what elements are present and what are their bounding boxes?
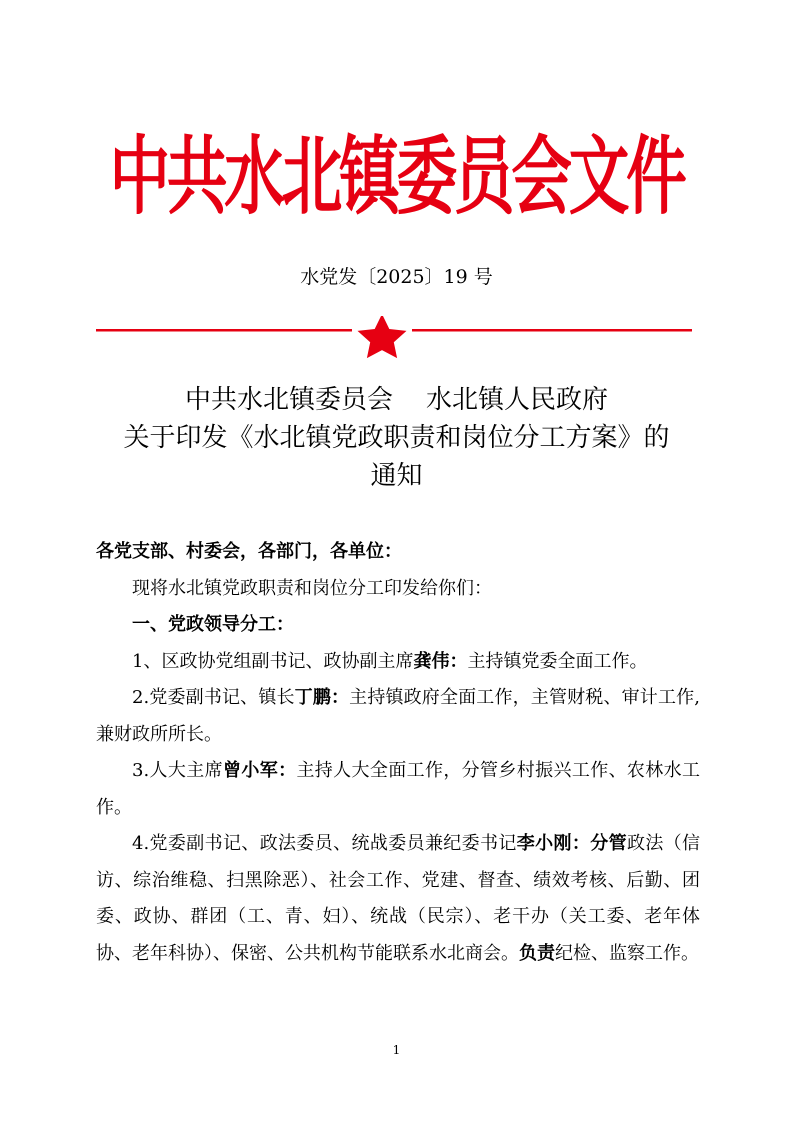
document-body (96, 534, 700, 972)
duty-item-position: 3.人大主席 (132, 760, 223, 781)
duty-item (96, 644, 700, 681)
divider-line-right (412, 329, 692, 332)
salutation: 各党支部、村委会，各部门，各单位： (96, 541, 402, 562)
notice-title-line-3: 通知 (370, 461, 423, 491)
duty-item-duty-tail: 纪检、监察工作。 (555, 942, 699, 964)
duty-item-keyword-2: 负责 (519, 942, 555, 964)
document-number: 水党发〔2025〕19 号 (300, 266, 493, 288)
duty-item-person: 龚伟： (413, 650, 468, 672)
duty-item-person: 丁鹏： (294, 687, 350, 708)
page-number: 1 (392, 1043, 401, 1057)
duty-item (96, 753, 700, 826)
section-heading: 一、党政领导分工： (132, 614, 294, 635)
notice-title-line-2: 关于印发《水北镇党政职责和岗位分工方案》的 (123, 423, 670, 453)
duty-item-duty: 主持镇政府全面工作，主管财税、审计工作,兼财政所所长。 (96, 687, 700, 745)
duty-item-person: 曾小军： (222, 760, 297, 781)
duty-item-position: 4.党委副书记、政法委员、统战委员兼纪委书记 (132, 833, 517, 854)
duty-item-duty: 主持人大全面工作，分管乡村振兴工作、农林水工作。 (96, 760, 701, 818)
duty-item-duty: 主持镇党委全面工作。 (467, 650, 648, 672)
star-icon (358, 316, 407, 358)
duty-item-duty: 政法（信访、综治维稳、扫黑除恶）、社会工作、党建、督查、绩效考核、后勤、团委、政协、群团（工、青、妇）、统战（民宗）、老干办（关工委、老年体协、老年科协）、保密、公共机构节能联系水北商会。 (96, 833, 701, 964)
document-header-title: 中共水北镇委员会文件 (109, 127, 684, 227)
duty-item-position: 2.党委副书记、镇长 (132, 687, 295, 708)
duty-item-person: 李小刚： (516, 833, 591, 854)
duty-item (96, 826, 700, 972)
header-divider (96, 316, 692, 360)
duty-item (96, 680, 700, 753)
duty-item-position: 1、区政协党组副书记、政协副主席 (132, 650, 414, 672)
divider-line-left (96, 329, 352, 332)
intro-paragraph: 现将水北镇党政职责和岗位分工印发给你们： (132, 577, 492, 599)
notice-title-line-1: 中共水北镇委员会 水北镇人民政府 (184, 385, 609, 415)
notice-title (60, 381, 733, 495)
duty-item-keyword: 分管 (590, 833, 627, 854)
